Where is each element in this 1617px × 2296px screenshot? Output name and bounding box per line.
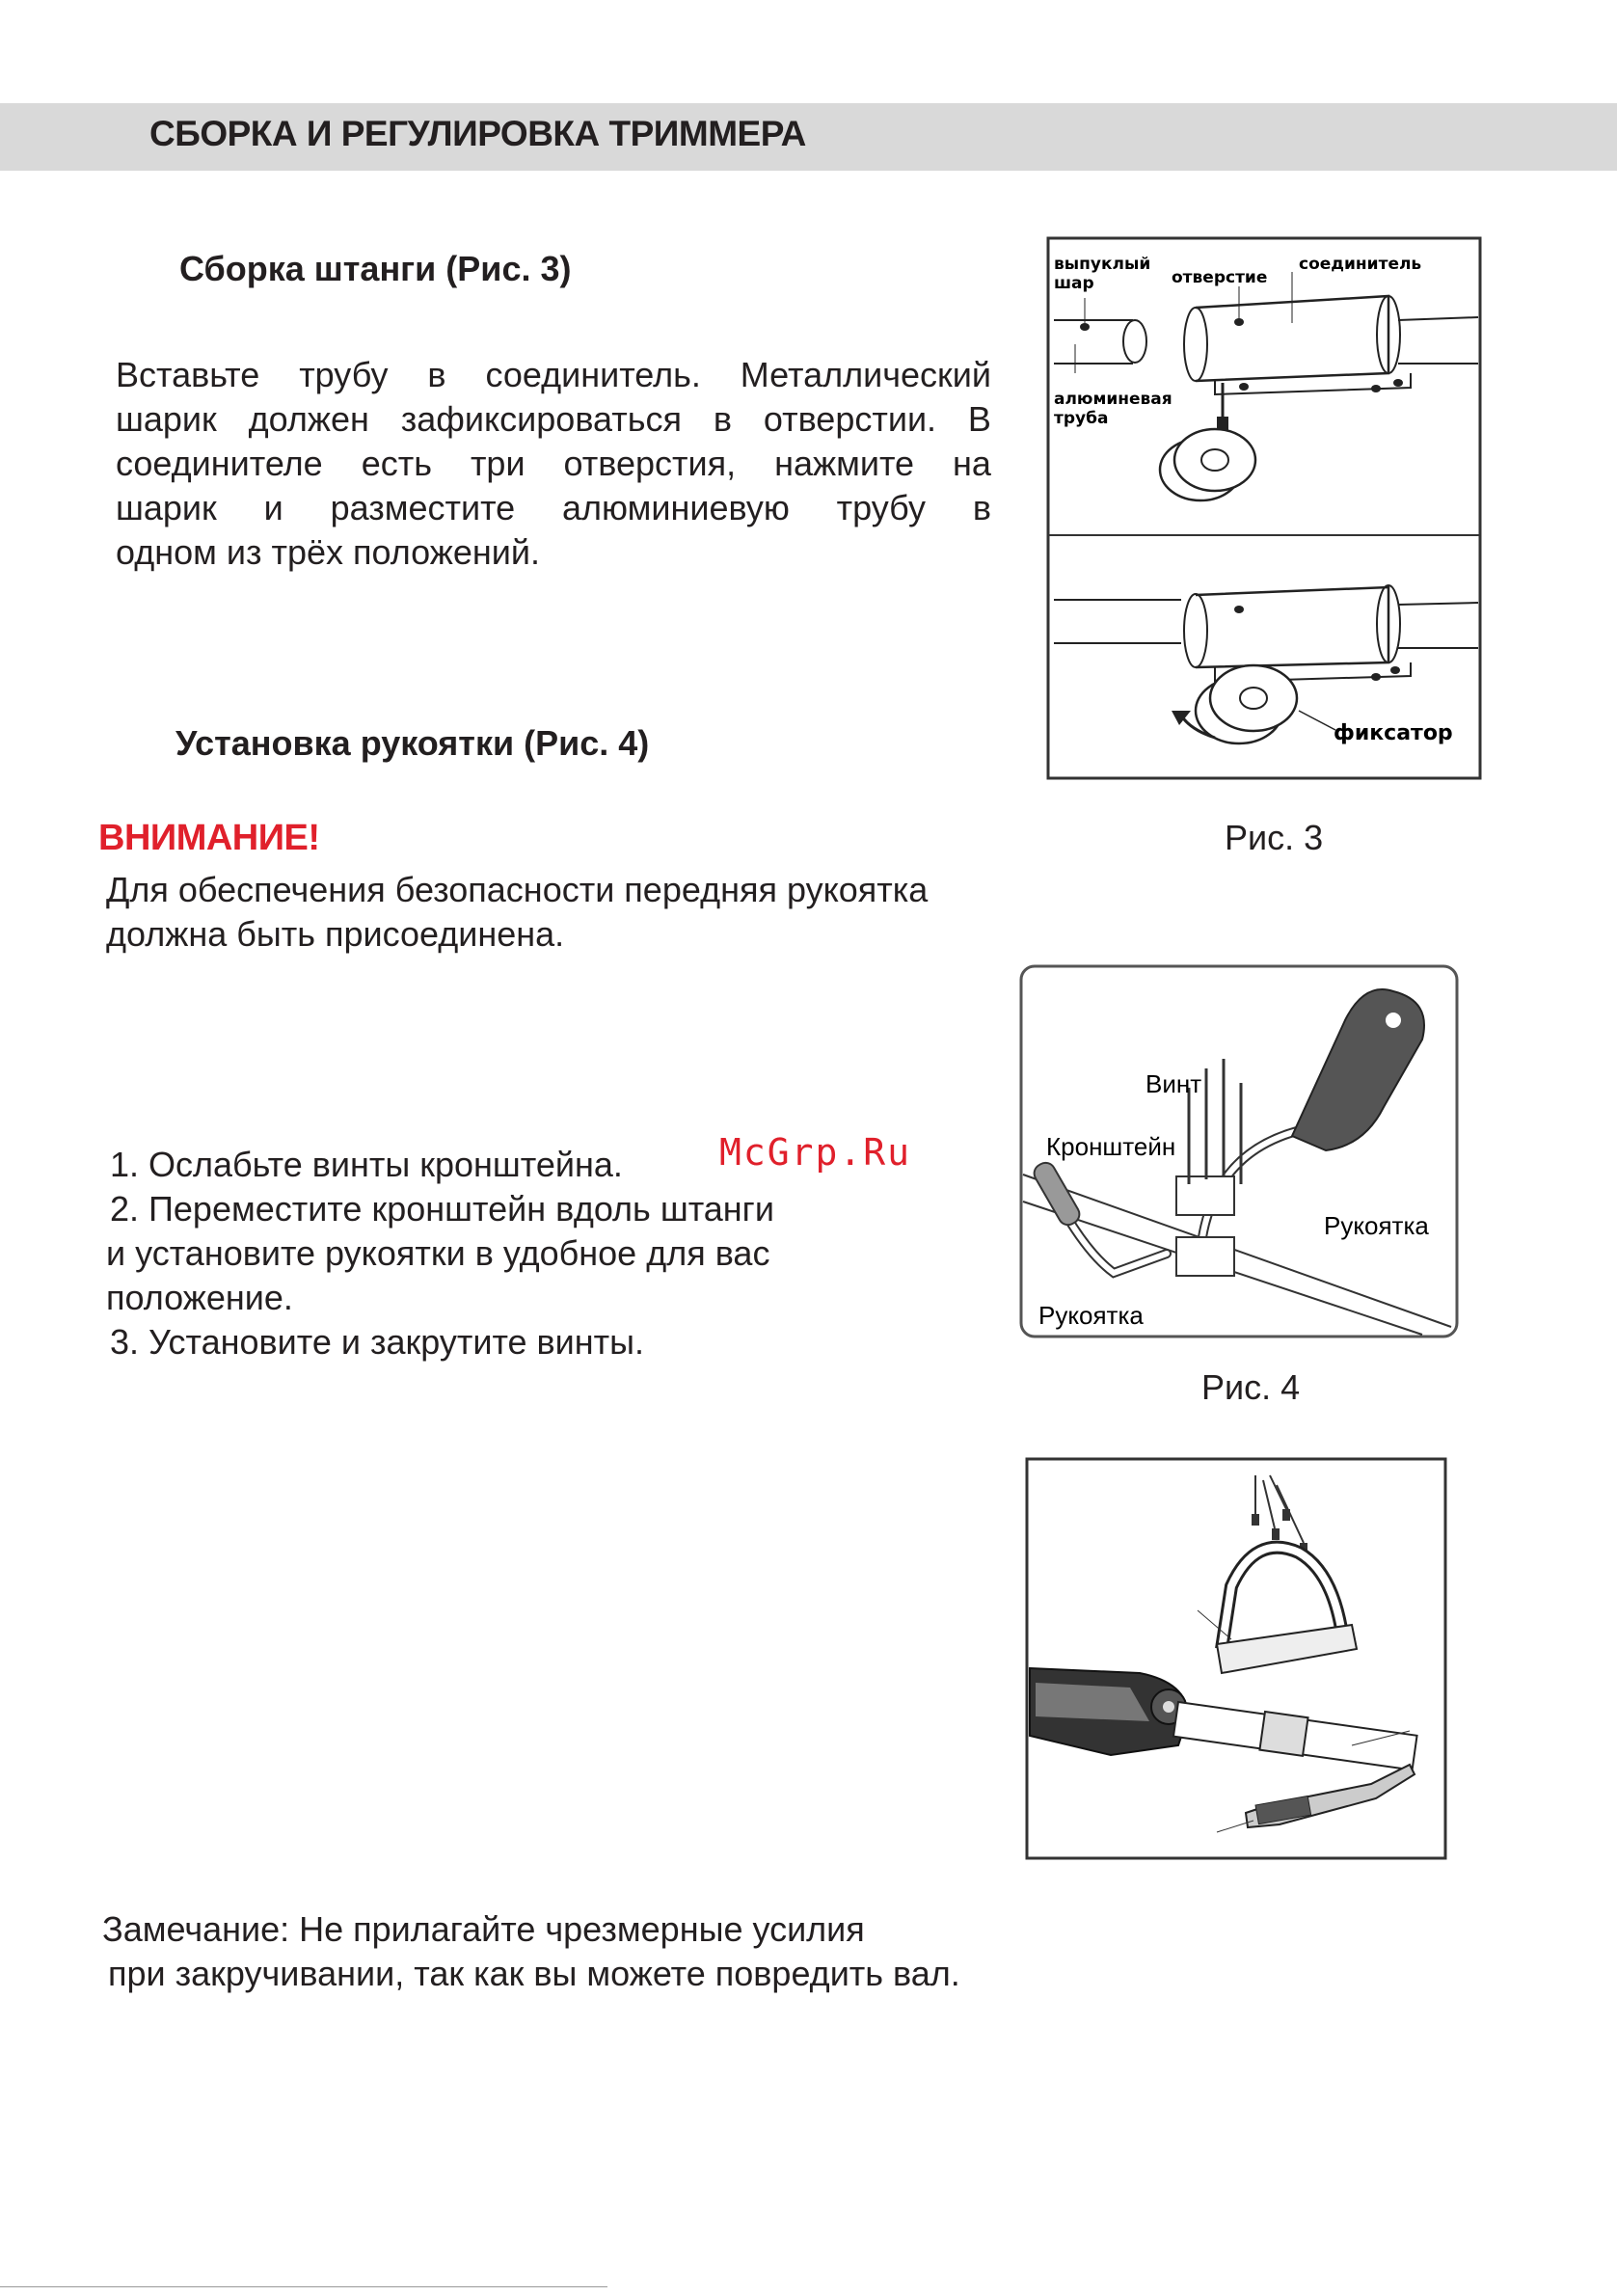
- word: разместите: [330, 488, 516, 527]
- word: на: [953, 444, 991, 483]
- section-title-rod-assembly: Сборка штанги (Рис. 3): [179, 249, 572, 288]
- word: в: [972, 488, 991, 527]
- word: должен: [248, 399, 369, 439]
- word: соединителе: [116, 444, 323, 483]
- fig4-label-handle-right: Рукоятка: [1324, 1211, 1429, 1240]
- warning-text: [106, 868, 928, 957]
- text-line: [116, 397, 991, 442]
- section-title-handle-install: Установка рукоятки (Рис. 4): [175, 723, 650, 763]
- fig3-label-connector: соединитель: [1299, 255, 1422, 274]
- footer-divider: [0, 2286, 607, 2287]
- note-text: [102, 1907, 960, 1996]
- page-title: СБОРКА И РЕГУЛИРОВКА ТРИММЕРА: [149, 114, 806, 153]
- text-line: [116, 442, 991, 486]
- fig3-rod-diagram: [1046, 229, 1485, 788]
- fig3-label-ball: выпуклый: [1054, 255, 1151, 274]
- word: отверстия,: [563, 444, 737, 483]
- word: шарик: [116, 399, 217, 439]
- text-line: [116, 353, 991, 397]
- word: Вставьте: [116, 355, 260, 394]
- warning-title: ВНИМАНИЕ!: [98, 818, 320, 858]
- word: алюминиевую: [562, 488, 790, 527]
- word: трубу: [299, 355, 389, 394]
- fig4-label-bracket: Кронштейн: [1046, 1132, 1176, 1161]
- word: нажмите: [774, 444, 915, 483]
- text-line: должна быть присоединена.: [106, 914, 565, 954]
- fig3-label-tube-2: труба: [1054, 409, 1109, 428]
- word: трубу: [836, 488, 927, 527]
- fig3-label-lock: фиксатор: [1334, 721, 1453, 745]
- word: в: [713, 399, 732, 439]
- fig4-label-screw: Винт: [1145, 1069, 1202, 1098]
- text-line: [116, 486, 991, 530]
- step-2-cont: положение.: [106, 1278, 293, 1317]
- fig3-caption: Рис. 3: [1225, 818, 1324, 857]
- rod-assembly-text: [116, 353, 991, 575]
- step-2: 2. Переместите кронштейн вдоль штанги: [110, 1189, 774, 1229]
- word: отверстии.: [763, 399, 937, 439]
- fig4-caption: Рис. 4: [1201, 1367, 1301, 1407]
- word: В: [967, 399, 991, 439]
- watermark: McGrp.Ru: [719, 1131, 912, 1174]
- step-2-cont: и установите рукоятки в удобное для вас: [106, 1233, 770, 1273]
- step-3: 3. Установите и закрутите винты.: [110, 1322, 645, 1362]
- word: и: [263, 488, 283, 527]
- text-line: одном из трёх положений.: [116, 532, 540, 572]
- word: в: [427, 355, 446, 394]
- word: шарик: [116, 488, 217, 527]
- fig4-label-handle-left: Рукоятка: [1038, 1301, 1144, 1330]
- step-1: 1. Ослабьте винты кронштейна.: [110, 1145, 623, 1184]
- word: зафиксироваться: [400, 399, 683, 439]
- word: есть: [361, 444, 432, 483]
- fig3-label-tube: алюминевая: [1054, 390, 1172, 409]
- word: три: [470, 444, 526, 483]
- note-line-2: при закручивании, так как вы можете повредить вал.: [108, 1954, 960, 1993]
- fig4-handle-diagram: [1017, 962, 1461, 1340]
- fig5-exploded-diagram: [1024, 1456, 1448, 1861]
- fig3-label-hole: отверстие: [1172, 268, 1268, 287]
- word: Металлический: [740, 355, 991, 394]
- note-line-1: Замечание: Не прилагайте чрезмерные усилия: [102, 1909, 865, 1949]
- steps-text: [106, 1143, 774, 1364]
- fig3-label-ball-2: шар: [1054, 274, 1094, 293]
- text-line: Для обеспечения безопасности передняя рукоятка: [106, 870, 929, 909]
- word: соединитель.: [485, 355, 701, 394]
